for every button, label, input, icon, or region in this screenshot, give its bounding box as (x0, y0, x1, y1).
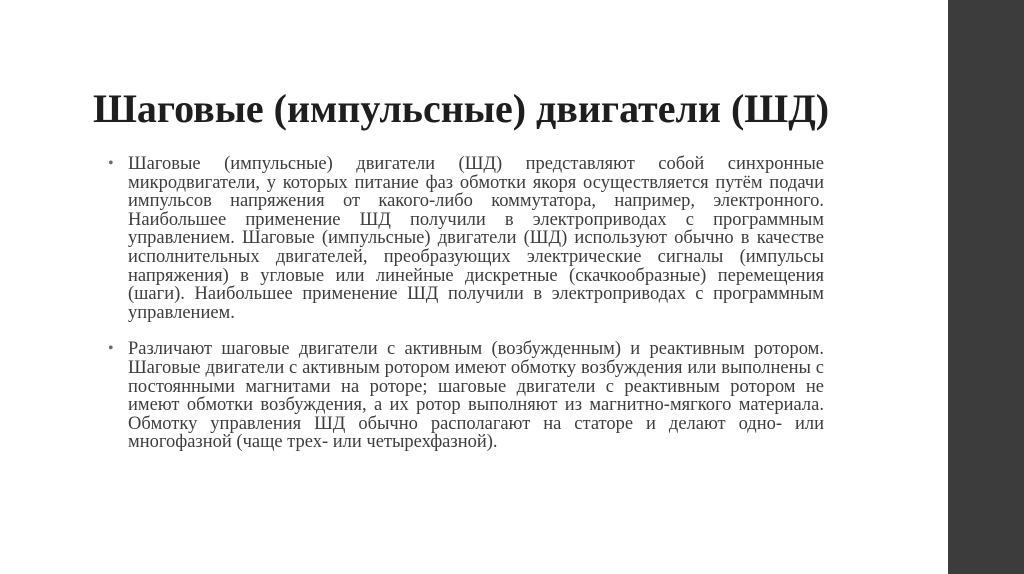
slide-title: Шаговые (импульсные) двигатели (ШД) (93, 86, 830, 131)
side-bar (948, 0, 1024, 574)
bullet-item-rotor-types (108, 340, 824, 452)
bullet-text: Различают шаговые двигатели с активным (возбужденным) и реактивным ротором. Шаговые двигатели с активным ротором имеют обмотку возбуждения или выполнены с постоянными магнитами на роторе; шаговые двигатели с реактивным ротором не имеют обмотки возбуждения, а их ротор выполняют из магнитно-мягкого материала. Обмотку управления ШД обычно располагают на статоре и делают одно- или многофазной (чаще трех- или четырехфазной). (128, 339, 824, 453)
bullet-icon: • (108, 155, 114, 172)
bullet-list (108, 155, 824, 470)
bullet-item-stepper-definition (108, 155, 824, 322)
bullet-icon: • (108, 340, 114, 358)
bullet-text: Шаговые (импульсные) двигатели (ШД) представляют собой синхронные микродвигатели, у которых питание фаз обмотки якоря осуществляется путём подачи импульсов напряжения от какого-либо коммутатора, например, электронного. Наибольшее применение ШД получили в электроприводах с программным управлением. Шаговые (импульсные) двигатели (ШД) используют обычно в качестве исполнительных двигателей, преобразующих электрические сигналы (импульсы напряжения) в угловые или линейные дискретные (скачкообразные) перемещения (шаги). Наибольшее применение ШД получили в электроприводах с программным управлением. (128, 154, 824, 323)
